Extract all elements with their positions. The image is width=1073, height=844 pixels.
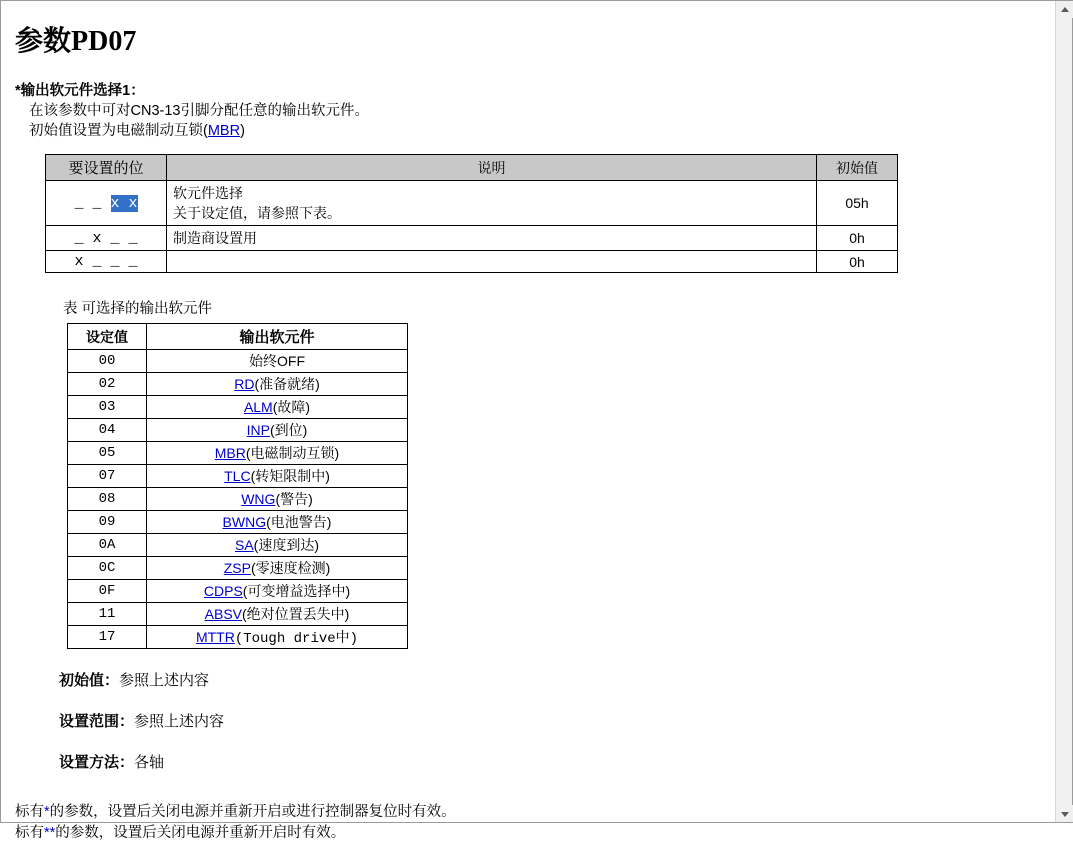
setting-value-cell: 11 (68, 603, 147, 626)
setting-value-cell: 0A (68, 534, 147, 557)
footnote-2-prefix: 标有 (15, 825, 44, 841)
setting-value-cell: 05 (68, 442, 147, 465)
field-value: 参照上述内容 (119, 672, 210, 689)
intro-block (15, 81, 1043, 141)
device-description: (速度到达) (253, 537, 319, 553)
device-link[interactable]: MTTR (195, 629, 235, 645)
output-device-cell (147, 603, 408, 626)
chevron-up-icon (1061, 7, 1069, 12)
page-title: 参数PD07 (15, 26, 137, 57)
bit-init-cell (817, 181, 898, 226)
device-link[interactable]: ZSP (223, 560, 251, 576)
output-device-cell (147, 465, 408, 488)
field-label: 设置范围： (59, 713, 135, 730)
device-link[interactable]: ABSV (204, 606, 243, 622)
bit-init-cell: 0h (817, 226, 898, 251)
footnotes (15, 802, 1043, 844)
bit-desc-cell (167, 251, 817, 273)
vertical-scrollbar[interactable] (1055, 1, 1072, 822)
table-row (68, 557, 408, 580)
output-device-col-header: 输出软元件 (147, 324, 408, 350)
table-row (68, 350, 408, 373)
setting-value-cell: 08 (68, 488, 147, 511)
device-link[interactable]: WNG (241, 491, 276, 507)
table-row (46, 226, 898, 251)
bit-pattern-cell: _ x _ _ (46, 226, 167, 251)
output-device-cell (147, 373, 408, 396)
mbr-link[interactable]: MBR (207, 123, 241, 139)
single-star-marker: * (44, 804, 50, 820)
bit-init-value: 05h (845, 195, 869, 211)
setting-value-cell: 17 (68, 626, 147, 649)
device-description: (转矩限制中) (250, 468, 330, 484)
scroll-up-button[interactable] (1056, 1, 1073, 18)
table-header-row (46, 155, 898, 181)
device-link[interactable]: CDPS (203, 583, 243, 599)
table-row (46, 181, 898, 226)
bit-setting-table (45, 154, 898, 273)
field-value: 各轴 (134, 754, 165, 771)
setting-value-cell: 0F (68, 580, 147, 603)
setting-value-cell: 09 (68, 511, 147, 534)
bit-init-cell: 0h (817, 251, 898, 273)
field-initial-value (59, 669, 1043, 690)
device-description: (绝对位置丢失中) (242, 606, 350, 622)
setting-value-col-header: 设定值 (68, 324, 147, 350)
device-link[interactable]: MBR (214, 445, 246, 461)
bit-desc-cell (167, 181, 817, 226)
table-row (68, 465, 408, 488)
bit-desc-line-1: 软元件选择 (173, 185, 243, 201)
table-row (46, 251, 898, 273)
device-table-caption: 表 可选择的输出软元件 (63, 301, 213, 317)
field-setting-method (59, 751, 1043, 772)
chevron-down-icon (1061, 812, 1069, 817)
init-col-header: 初始值 (817, 155, 898, 181)
device-description: (零速度检测) (250, 560, 331, 576)
intro-line-2 (29, 121, 1043, 141)
output-device-cell (147, 557, 408, 580)
intro-line-1: 在该参数中可对CN3-13引脚分配任意的输出软元件。 (29, 103, 369, 119)
table-row (68, 442, 408, 465)
output-device-cell (147, 396, 408, 419)
output-device-cell (147, 511, 408, 534)
field-value: 参照上述内容 (134, 713, 225, 730)
output-device-cell (147, 534, 408, 557)
field-setting-range (59, 710, 1043, 731)
output-device-cell (147, 488, 408, 511)
intro-heading: *输出软元件选择1： (15, 83, 145, 99)
bit-pattern-cell (46, 181, 167, 226)
setting-value-cell: 07 (68, 465, 147, 488)
output-device-cell (147, 442, 408, 465)
footnote-2-text: 的参数，设置后关闭电源并重新开启时有效。 (55, 825, 346, 841)
field-label: 初始值： (59, 672, 120, 689)
device-description: (可变增益选择中) (242, 583, 351, 599)
device-link[interactable]: INP (246, 422, 270, 438)
device-link[interactable]: TLC (224, 468, 251, 484)
table-row (68, 534, 408, 557)
bit-selected-highlight[interactable]: x x (110, 194, 138, 212)
desc-col-header: 说明 (167, 155, 817, 181)
footnote-1-text: 的参数，设置后关闭电源并重新开启或进行控制器复位时有效。 (49, 804, 456, 820)
table-row (68, 419, 408, 442)
intro-line-2-suffix: ) (240, 123, 245, 139)
device-description: (警告) (275, 491, 313, 507)
output-device-cell (147, 580, 408, 603)
output-device-cell (147, 419, 408, 442)
bit-desc-cell: 制造商设置用 (167, 226, 817, 251)
device-table-body (68, 350, 408, 649)
device-link[interactable]: BWNG (222, 514, 267, 530)
document-content (1, 1, 1057, 841)
intro-line-2-prefix: 初始值设置为电磁制动互锁( (29, 123, 208, 139)
device-description: (到位) (270, 422, 308, 438)
scroll-down-button[interactable] (1056, 805, 1073, 822)
bit-col-header: 要设置的位 (46, 155, 167, 181)
setting-value-cell: 04 (68, 419, 147, 442)
table-row (68, 488, 408, 511)
setting-value-cell: 02 (68, 373, 147, 396)
setting-value-cell: 03 (68, 396, 147, 419)
output-device-cell (147, 626, 408, 649)
table-row (68, 603, 408, 626)
setting-value-cell: 0C (68, 557, 147, 580)
device-description: (故障) (272, 399, 311, 415)
footnote-1-prefix: 标有 (15, 804, 44, 820)
table-row (68, 626, 408, 649)
device-description: (电磁制动互锁) (245, 445, 340, 461)
device-description: (准备就绪) (254, 376, 320, 392)
device-description: (Tough drive中) (234, 631, 359, 647)
table-row (68, 373, 408, 396)
device-description: (电池警告) (266, 514, 332, 530)
footnote-line-1 (15, 802, 1043, 823)
table-header-row (68, 324, 408, 350)
double-star-marker: ** (44, 825, 56, 841)
table-row (68, 396, 408, 419)
setting-value-cell: 00 (68, 350, 147, 373)
field-label: 设置方法： (59, 754, 135, 771)
footnote-line-2 (15, 823, 1043, 844)
table-row (68, 511, 408, 534)
device-link[interactable]: RD (234, 376, 255, 392)
bit-desc-line-2: 关于设定值，请参照下表。 (173, 205, 341, 221)
device-link[interactable]: SA (234, 537, 254, 553)
device-link[interactable]: ALM (243, 399, 273, 415)
bit-pattern-cell: x _ _ _ (46, 251, 167, 273)
output-device-table (67, 323, 408, 649)
output-device-cell: 始终OFF (147, 350, 408, 373)
table-row (68, 580, 408, 603)
bit-prefix: _ _ (74, 194, 111, 212)
